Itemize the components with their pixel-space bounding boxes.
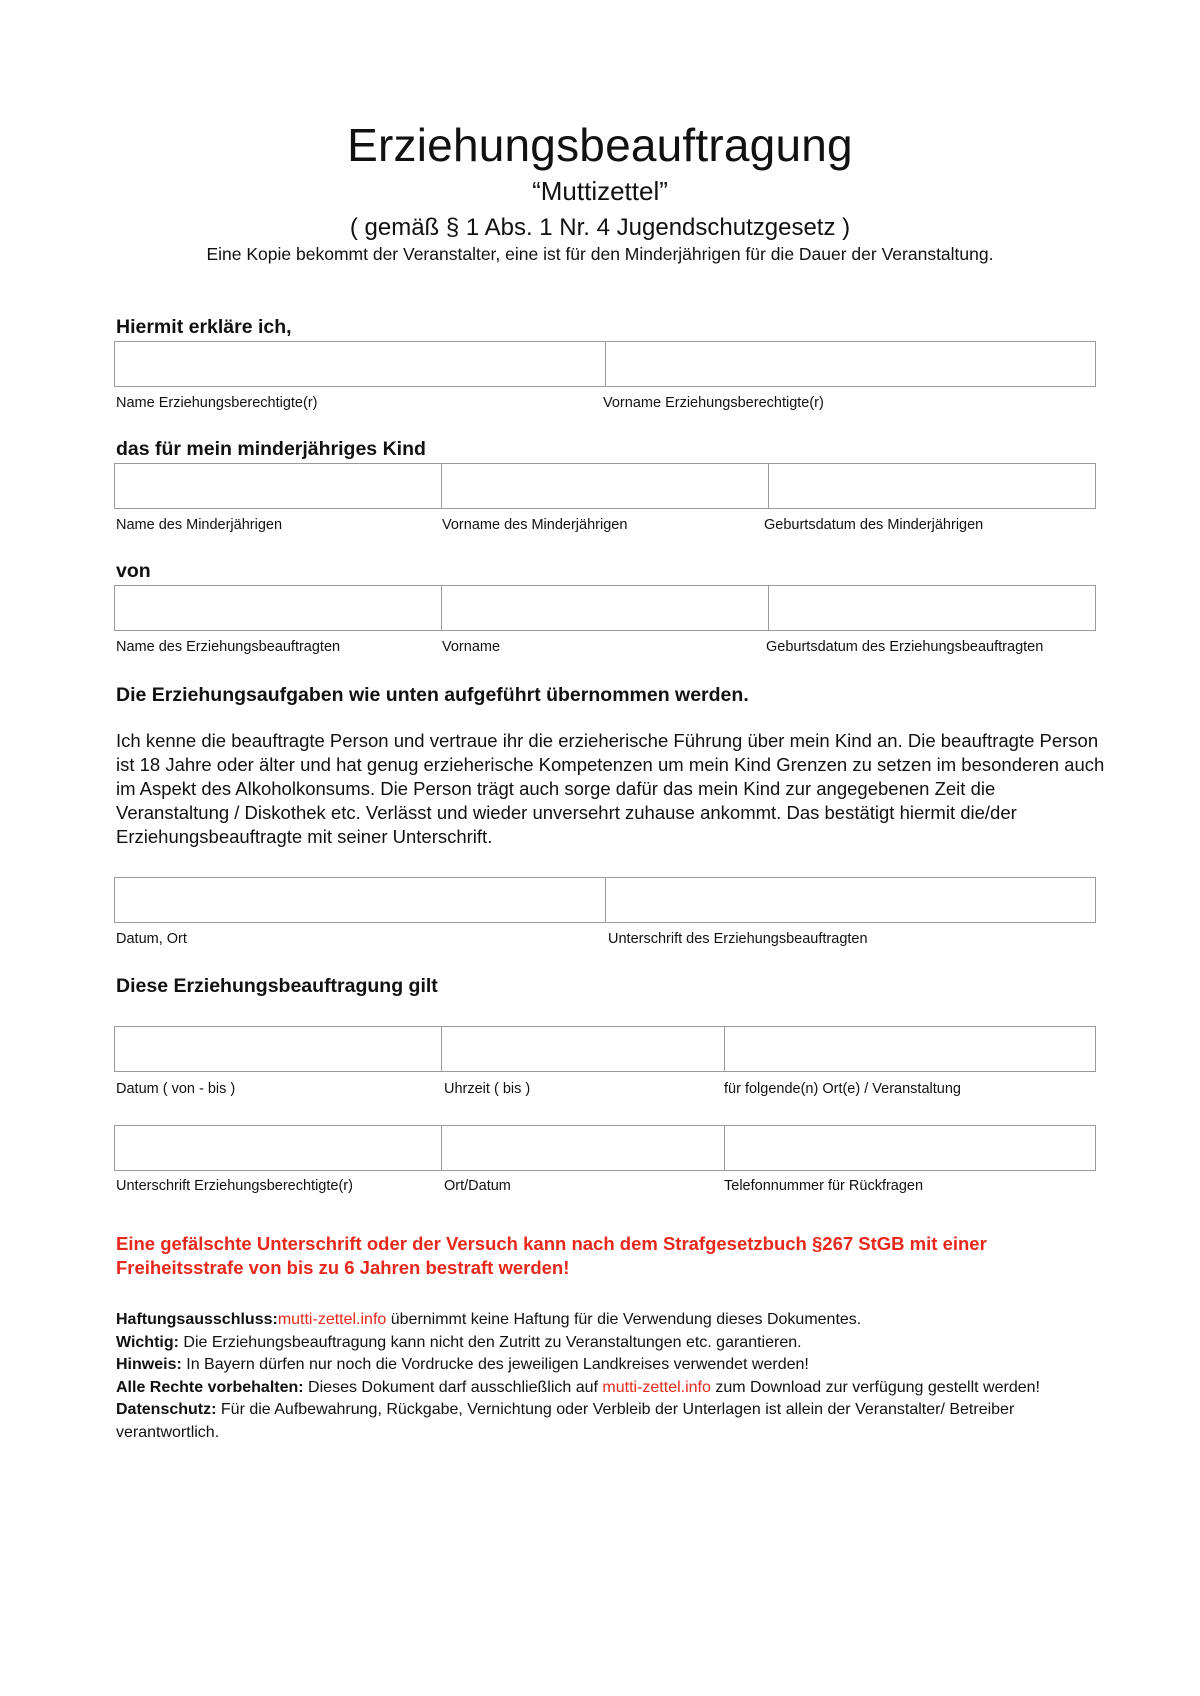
note-label: Hinweis: — [116, 1356, 182, 1373]
validity-row — [114, 1026, 1096, 1072]
place-date-label: Ort/Datum — [444, 1178, 511, 1194]
section-heading-declaration: Hiermit erkläre ich, — [116, 316, 292, 338]
time-until-field[interactable] — [442, 1027, 725, 1071]
guardian-lastname-field[interactable] — [115, 342, 606, 386]
child-birthdate-label: Geburtsdatum des Minderjährigen — [764, 517, 984, 533]
guardian-firstname-label: Vorname Erziehungsberechtigte(r) — [603, 395, 824, 411]
supervisor-birthdate-field[interactable] — [769, 586, 1095, 630]
signature-row — [114, 877, 1096, 923]
child-row — [114, 463, 1096, 509]
child-birthdate-field[interactable] — [769, 464, 1095, 508]
section-heading-from: von — [116, 560, 151, 582]
child-firstname-field[interactable] — [442, 464, 769, 508]
child-lastname-field[interactable] — [115, 464, 442, 508]
rights-label: Alle Rechte vorbehalten: — [116, 1378, 304, 1396]
date-place-field[interactable] — [115, 878, 606, 922]
rights-text-end: zum Download zur verfügung gestellt werden! — [710, 1378, 1040, 1396]
guardian-signature-field[interactable] — [115, 1126, 442, 1170]
child-lastname-label: Name des Minderjährigen — [116, 517, 283, 533]
privacy-line — [116, 1399, 1106, 1444]
section-heading-validity: Diese Erziehungsbeauftragung gilt — [116, 975, 438, 997]
rights-line — [116, 1377, 1106, 1400]
supervisor-firstname-field[interactable] — [442, 586, 769, 630]
website-link[interactable]: mutti-zettel.info — [277, 1311, 387, 1328]
supervisor-signature-label: Unterschrift des Erziehungsbeauftragten — [608, 931, 868, 947]
forgery-warning: Eine gefälschte Unterschrift oder der Versuch kann nach dem Strafgesetzbuch §267 StGB mit einer Freiheitsstrafe von bis zu 6 Jahren bestraft werden! — [116, 1233, 987, 1278]
supervisor-birthdate-label: Geburtsdatum des Erziehungsbeauftragten — [766, 639, 1044, 655]
privacy-label: Datenschutz: — [116, 1401, 217, 1418]
note-text: In Bayern dürfen nur noch die Vordrucke des jeweiligen Landkreises verwendet werden! — [181, 1356, 809, 1373]
document-title: Erziehungsbeauftragung — [347, 119, 853, 171]
child-firstname-label: Vorname des Minderjährigen — [442, 517, 628, 533]
important-line — [116, 1332, 1106, 1355]
important-label: Wichtig: — [116, 1333, 179, 1351]
supervisor-row — [114, 585, 1096, 631]
date-range-label: Datum ( von - bis ) — [116, 1081, 236, 1097]
phone-field[interactable] — [725, 1126, 1095, 1170]
rights-text-start: Dieses Dokument darf ausschließlich auf — [303, 1378, 603, 1396]
section-heading-child: das für mein minderjähriges Kind — [116, 438, 426, 460]
phone-label: Telefonnummer für Rückfragen — [724, 1178, 924, 1194]
guardian-firstname-field[interactable] — [606, 342, 1095, 386]
supervisor-firstname-label: Vorname — [442, 639, 501, 655]
place-date-field[interactable] — [442, 1126, 725, 1170]
date-place-label: Datum, Ort — [116, 931, 187, 947]
supervisor-signature-field[interactable] — [606, 878, 1095, 922]
law-reference: ( gemäß § 1 Abs. 1 Nr. 4 Jugendschutzgesetz ) — [349, 214, 851, 241]
website-link-download[interactable]: mutti-zettel.info — [602, 1378, 711, 1396]
guardian-lastname-label: Name Erziehungsberechtigte(r) — [116, 395, 318, 411]
guardian-signature-label: Unterschrift Erziehungsberechtigte(r) — [116, 1178, 353, 1194]
disclaimer-line — [116, 1309, 1106, 1332]
time-until-label: Uhrzeit ( bis ) — [444, 1081, 531, 1097]
event-location-label: für folgende(n) Ort(e) / Veranstaltung — [724, 1081, 961, 1097]
footer-notes — [116, 1309, 1106, 1444]
event-location-field[interactable] — [725, 1027, 1095, 1071]
disclaimer-text: übernimmt keine Haftung für die Verwendung dieses Dokumentes. — [386, 1311, 862, 1328]
document-subtitle: “Muttizettel” — [532, 176, 668, 206]
disclaimer-label: Haftungsausschluss: — [116, 1311, 278, 1328]
supervisor-lastname-label: Name des Erziehungsbeauftragten — [116, 639, 341, 655]
date-range-field[interactable] — [115, 1027, 442, 1071]
note-line — [116, 1354, 1106, 1377]
confirmation-row — [114, 1125, 1096, 1171]
supervisor-lastname-field[interactable] — [115, 586, 442, 630]
privacy-text: Für die Aufbewahrung, Rückgabe, Vernichtung oder Verbleib der Unterlagen ist allein der Veranstalter/ Betreiber verantwortlich. — [116, 1401, 1015, 1441]
important-text: Die Erziehungsbeauftragung kann nicht den Zutritt zu Veranstaltungen etc. garantieren. — [178, 1333, 802, 1351]
guardian-name-row — [114, 341, 1096, 387]
section-heading-duties: Die Erziehungsaufgaben wie unten aufgeführt übernommen werden. — [116, 684, 749, 706]
copy-note: Eine Kopie bekommt der Veranstalter, eine ist für den Minderjährigen für die Dauer der Veranstaltung. — [206, 244, 994, 264]
consent-paragraph: Ich kenne die beauftragte Person und vertraue ihr die erzieherische Führung über mein Kind an. Die beauftragte Person ist 18 Jahre oder älter und hat genug erzieherische Kompetenzen um mein Kind Grenzen zu setzen im besonderen auch im Aspekt des Alkoholkonsums. Die Person trägt auch sorge dafür das mein Kind zur angegebenen Zeit die Veranstaltung / Diskothek etc. Verlässt und wieder unversehrt zuhause ankommt. Das bestätigt hiermit die/der Erziehungsbeauftragte mit seiner Unterschrift. — [116, 730, 1105, 847]
